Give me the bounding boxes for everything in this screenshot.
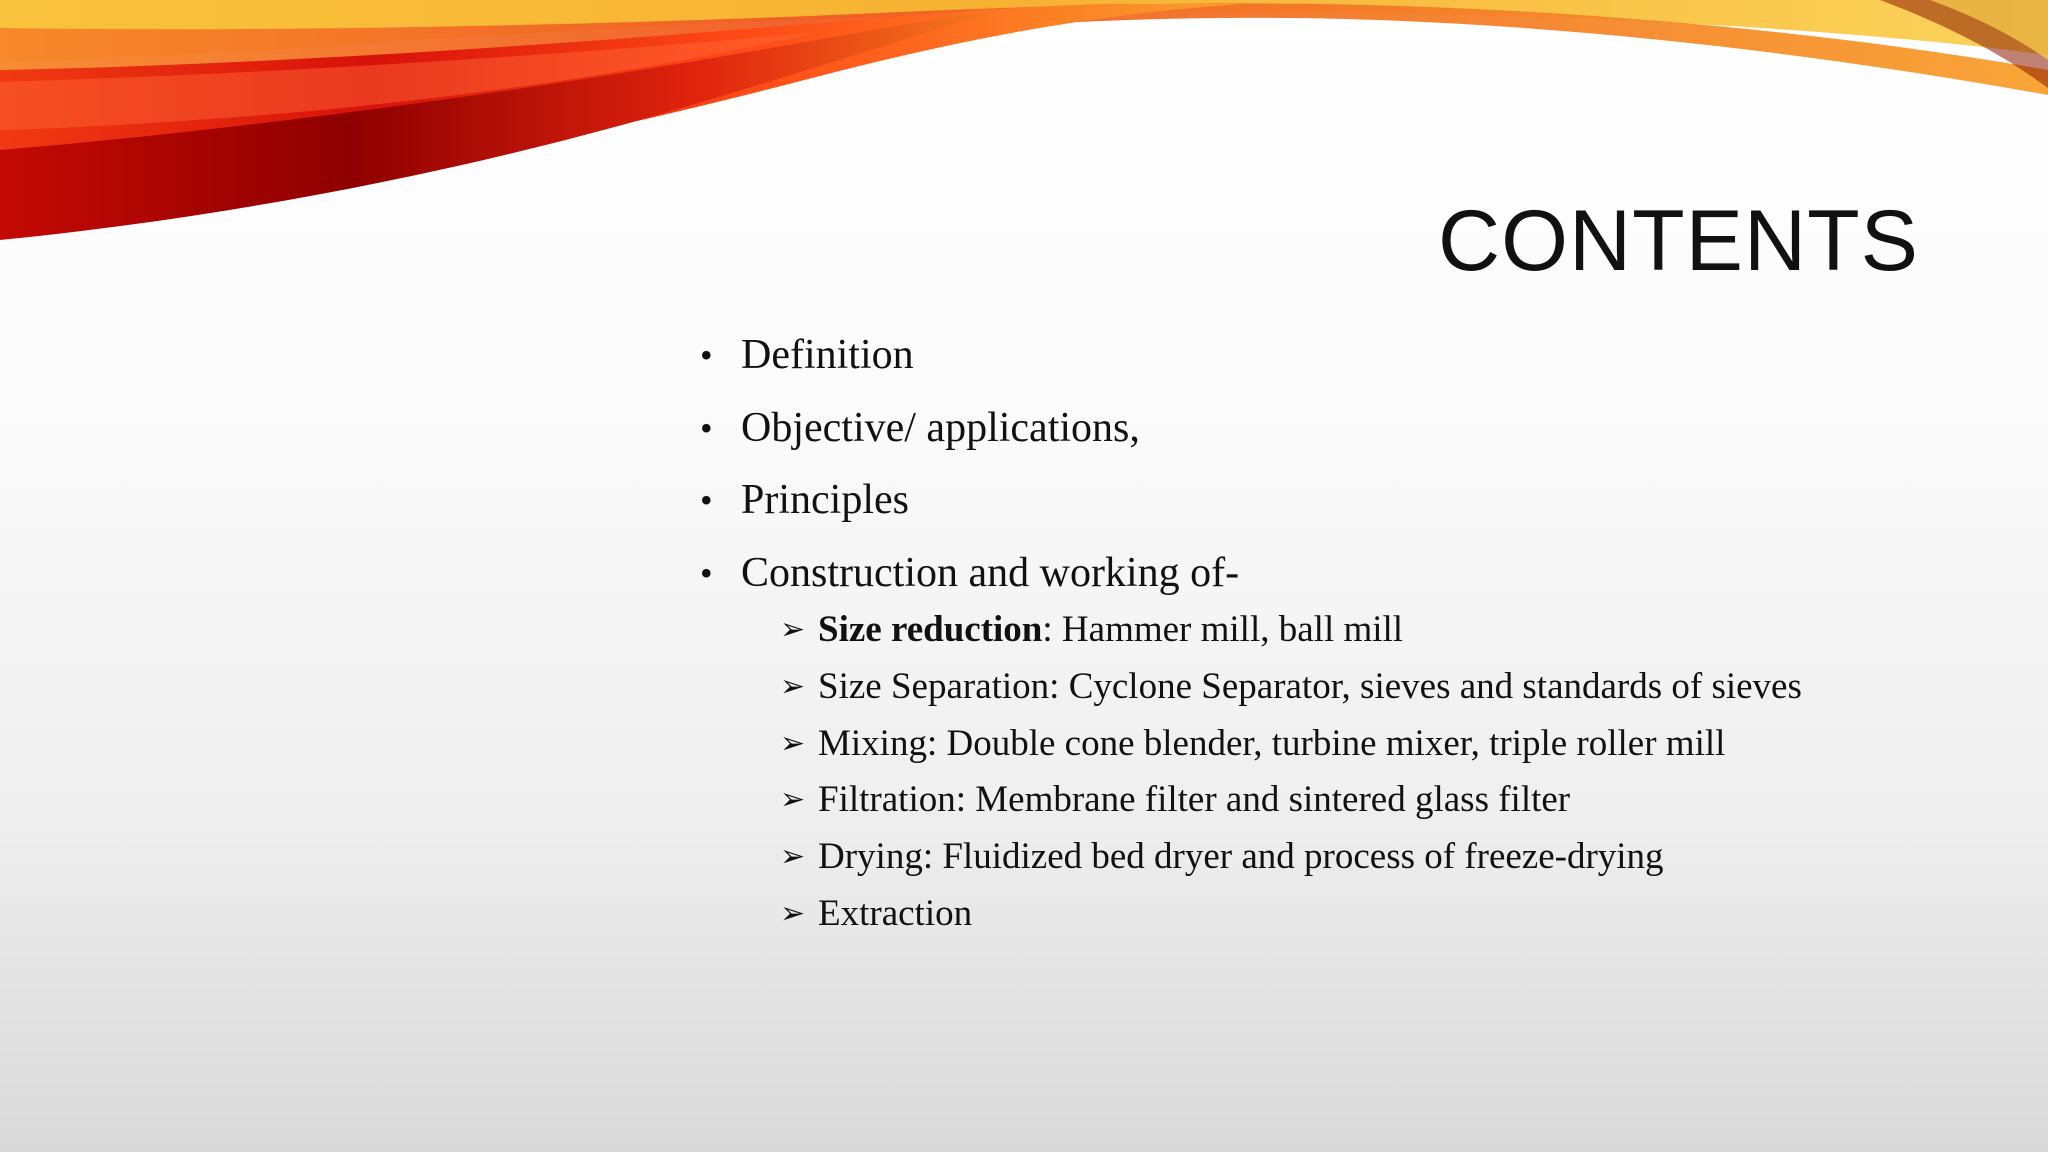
sub-item-text: Extraction: [818, 892, 973, 934]
arrow-bullet-icon: ➢: [780, 783, 806, 817]
arrow-bullet-icon: ➢: [780, 726, 806, 760]
arrow-bullet-icon: ➢: [780, 669, 806, 703]
sub-item-text: : Hammer mill, ball mill: [1042, 609, 1404, 650]
sub-item-text: Drying: Fluidized bed dryer and process of freeze-drying: [818, 836, 1664, 878]
slide-title: CONTENTS: [1438, 193, 1919, 289]
bullet-item: • Construction and working of-: [700, 543, 1239, 616]
sub-bullet-item: [780, 662, 1802, 719]
sub-item-text: Mixing: Double cone blender, turbine mixer, triple roller mill: [818, 722, 1726, 764]
sub-bullet-item: [780, 832, 1802, 889]
sub-item-lead: Size reduction: [818, 609, 1043, 650]
sub-item-text: Size Separation: Cyclone Separator, sieves and standards of sieves: [818, 665, 1802, 707]
sub-bullet-item: [780, 775, 1802, 832]
sub-bullet-item: [780, 605, 1802, 662]
bullet-item: • Principles: [700, 470, 1239, 543]
arrow-bullet-icon: ➢: [780, 896, 806, 930]
arrow-bullet-icon: ➢: [780, 613, 806, 646]
bullet-item: • Definition: [700, 325, 1239, 398]
sub-bullet-item: [780, 719, 1802, 776]
bullet-item: • Objective/ applications,: [700, 398, 1239, 471]
bullet-list: [700, 325, 1239, 615]
sub-bullet-list: [780, 605, 1802, 946]
sub-item-text: Filtration: Membrane filter and sintered glass filter: [818, 779, 1571, 821]
sub-bullet-item: [780, 889, 1802, 946]
arrow-bullet-icon: ➢: [780, 840, 806, 874]
